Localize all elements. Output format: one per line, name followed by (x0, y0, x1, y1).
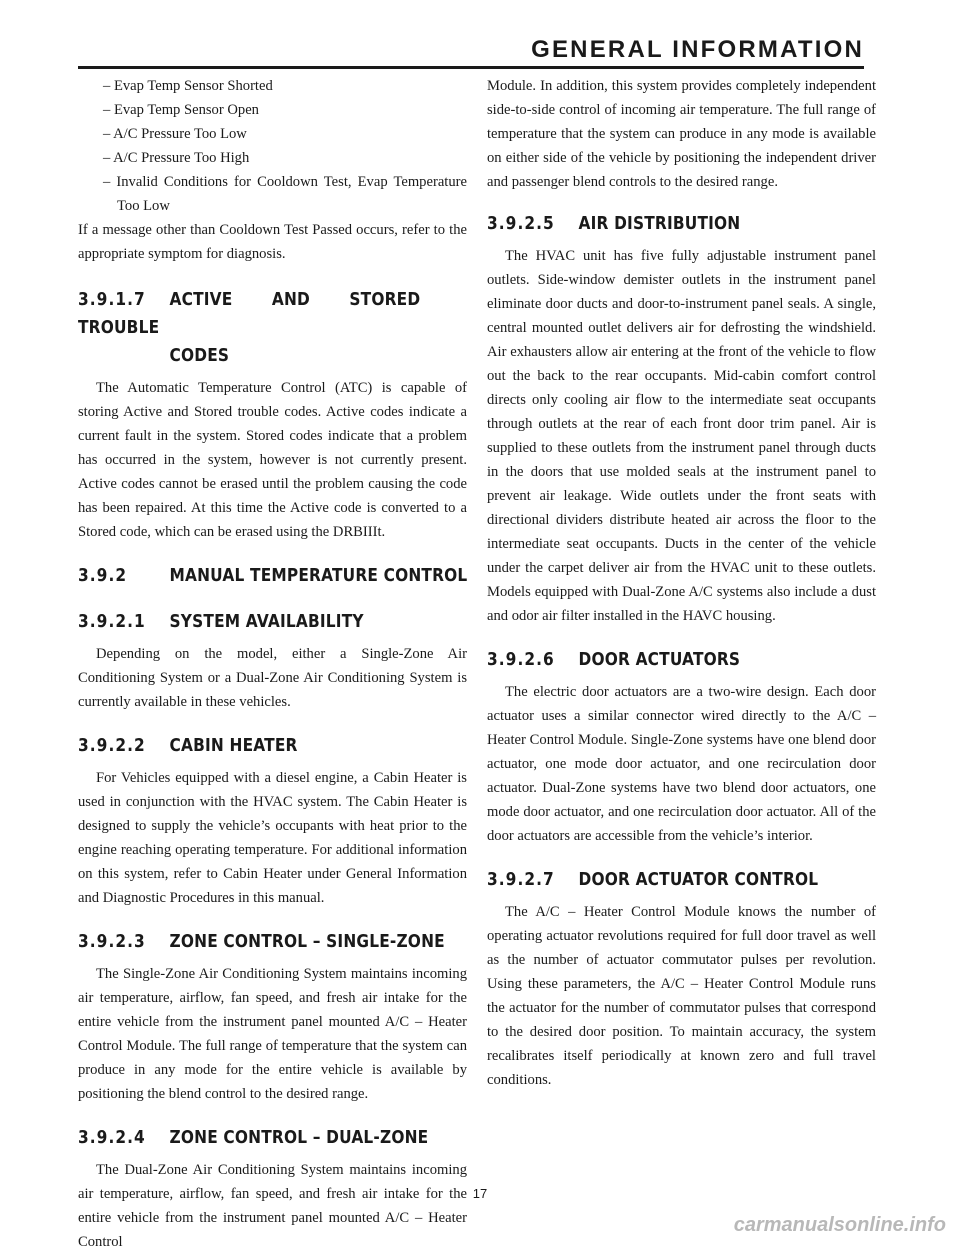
intro-paragraph: If a message other than Cooldown Test Passed occurs, refer to the appropriate symptom for diagnosis. (78, 222, 467, 262)
section-body: For Vehicles equipped with a diesel engine, a Cabin Heater is used in conjunction with the HVAC system. The Cabin Heater is designed to supply the vehicle’s occupants with heat prior to the engine reaching operating temperature. For additional information on this system, refer to Cabin Heater under General Information and Diagnostic Procedures in this manual. (78, 770, 467, 906)
section-number: 3.9.2.5 (487, 214, 555, 234)
section-title: DOOR ACTUATOR CONTROL (578, 870, 819, 890)
section-heading (78, 732, 420, 760)
section-heading (487, 866, 829, 894)
section-body: The Single-Zone Air Conditioning System maintains incoming air temperature, airflow, fan speed, and fresh air intake for the entire vehicle from the instrument panel mounted A/C – Heater Control Module. The full range of temperature that the system can produce in any mode for the entire vehicle is available by positioning the blend control to the desired range. (78, 966, 467, 1102)
section-number: 3.9.2.6 (487, 650, 555, 670)
list-item: – Evap Temp Sensor Open (103, 102, 259, 118)
section-number: 3.9.1.7 (78, 290, 146, 310)
section-title: MANUAL TEMPERATURE CONTROL (169, 566, 468, 586)
section-title: CABIN HEATER (169, 736, 298, 756)
section-number: 3.9.2.4 (78, 1128, 146, 1148)
list-item: – Evap Temp Sensor Shorted (103, 78, 273, 94)
page-header-title: GENERAL INFORMATION (531, 36, 864, 63)
section-body: Depending on the model, either a Single-Zone Air Conditioning System or a Dual-Zone Air Conditioning System is currently available in these vehicles. (78, 646, 467, 710)
section-number: 3.9.2.7 (487, 870, 555, 890)
section-title: DOOR ACTUATORS (578, 650, 741, 670)
list-item: – A/C Pressure Too Low (103, 126, 247, 142)
section-title: ZONE CONTROL – DUAL-ZONE (169, 1128, 429, 1148)
section-heading (487, 210, 829, 238)
list-item: – Invalid Conditions for Cooldown Test, Evap Temperature Too Low (103, 174, 467, 214)
section-body: The A/C – Heater Control Module knows the number of operating actuator revolutions required for full door travel as well as the number of actuator commutator pulses per revolution. Using these parameters, the A/C – Heater Control Module runs the actuator for the number of commutator pulses that correspond to the desired door position. To maintain accuracy, the system recalibrates itself periodically at known zero and full travel conditions. (487, 904, 876, 1088)
section-body: The Automatic Temperature Control (ATC) is capable of storing Active and Stored trouble codes. Active codes indicate a current fault in the system. Stored codes indicate that a problem has occurred in the system, however is not currently present. Active codes cannot be erased until the problem causing the code has been repaired. At this time the Active code is converted to a Stored code, which can be erased using the DRBIIIt. (78, 380, 467, 540)
section-number: 3.9.2.3 (78, 932, 146, 952)
section-title-continued: CODES (169, 346, 230, 366)
section-title: ACTIVE AND STORED TROUBLE (78, 290, 421, 338)
section-heading (78, 608, 420, 636)
section-body: The HVAC unit has five fully adjustable instrument panel outlets. Side-window demister outlets in the instrument panel eliminate door ducts and door-to-instrument panel seals. A single, central mounted outlet delivers air for defrosting the windshield. Air exhausters allow air entering at the front of the vehicle to flow out the back to the rear occupants. Mid-cabin comfort control directs only cooling air flow to the intermediate seat occupants through outlets at the rear of each front door trim panel. Air is supplied to these outlets from the instrument panel through ducts in the doors that use molded seals at the instrument panel to prevent air leakage. Wide outlets under the front seats with directional dividers distribute heated air across the floor to the intermediate seat occupants. Ducts in the center of the vehicle under the carpet deliver air from the HVAC unit to these outlets. Models equipped with Dual-Zone A/C systems also include a dust and odor air filter installed in the HAVC housing. (487, 248, 876, 624)
section-heading (78, 928, 445, 956)
section-title: SYSTEM AVAILABILITY (169, 612, 364, 632)
section-heading (78, 1124, 429, 1152)
watermark: carmanualsonline.info (733, 1214, 946, 1236)
section-heading (487, 646, 829, 674)
header-rule (78, 66, 864, 69)
section-title: ZONE CONTROL – SINGLE-ZONE (169, 932, 445, 952)
section-heading (78, 286, 420, 370)
section-number: 3.9.2.1 (78, 612, 146, 632)
section-heading (78, 562, 468, 590)
section-body: The Dual-Zone Air Conditioning System maintains incoming air temperature, airflow, fan speed, and fresh air intake for the entire vehicle from the instrument panel mounted A/C – Heater Control (78, 1162, 467, 1250)
left-column (78, 74, 467, 1254)
continuation-paragraph: Module. In addition, this system provides completely independent side-to-side control of incoming air temperature. The full range of temperature that the system can produce in any mode is available on either side of the vehicle by positioning the independent driver and passenger blend controls to the desired range. (487, 78, 876, 190)
page-number: 17 (472, 1186, 488, 1201)
section-number: 3.9.2 (78, 566, 128, 586)
right-column (487, 74, 876, 1092)
error-message-list (78, 74, 467, 218)
section-title: AIR DISTRIBUTION (578, 214, 741, 234)
section-body: The electric door actuators are a two-wire design. Each door actuator uses a similar connector wired directly to the A/C – Heater Control Module. Single-Zone systems have one blend door actuator, one mode door actuator, and one recirculation door actuator. Dual-Zone systems have two blend door actuators, one mode door actuator, and one recirculation door actuator. All of the door actuators are accessible from the vehicle’s interior. (487, 684, 876, 844)
section-number: 3.9.2.2 (78, 736, 146, 756)
list-item: – A/C Pressure Too High (103, 150, 250, 166)
